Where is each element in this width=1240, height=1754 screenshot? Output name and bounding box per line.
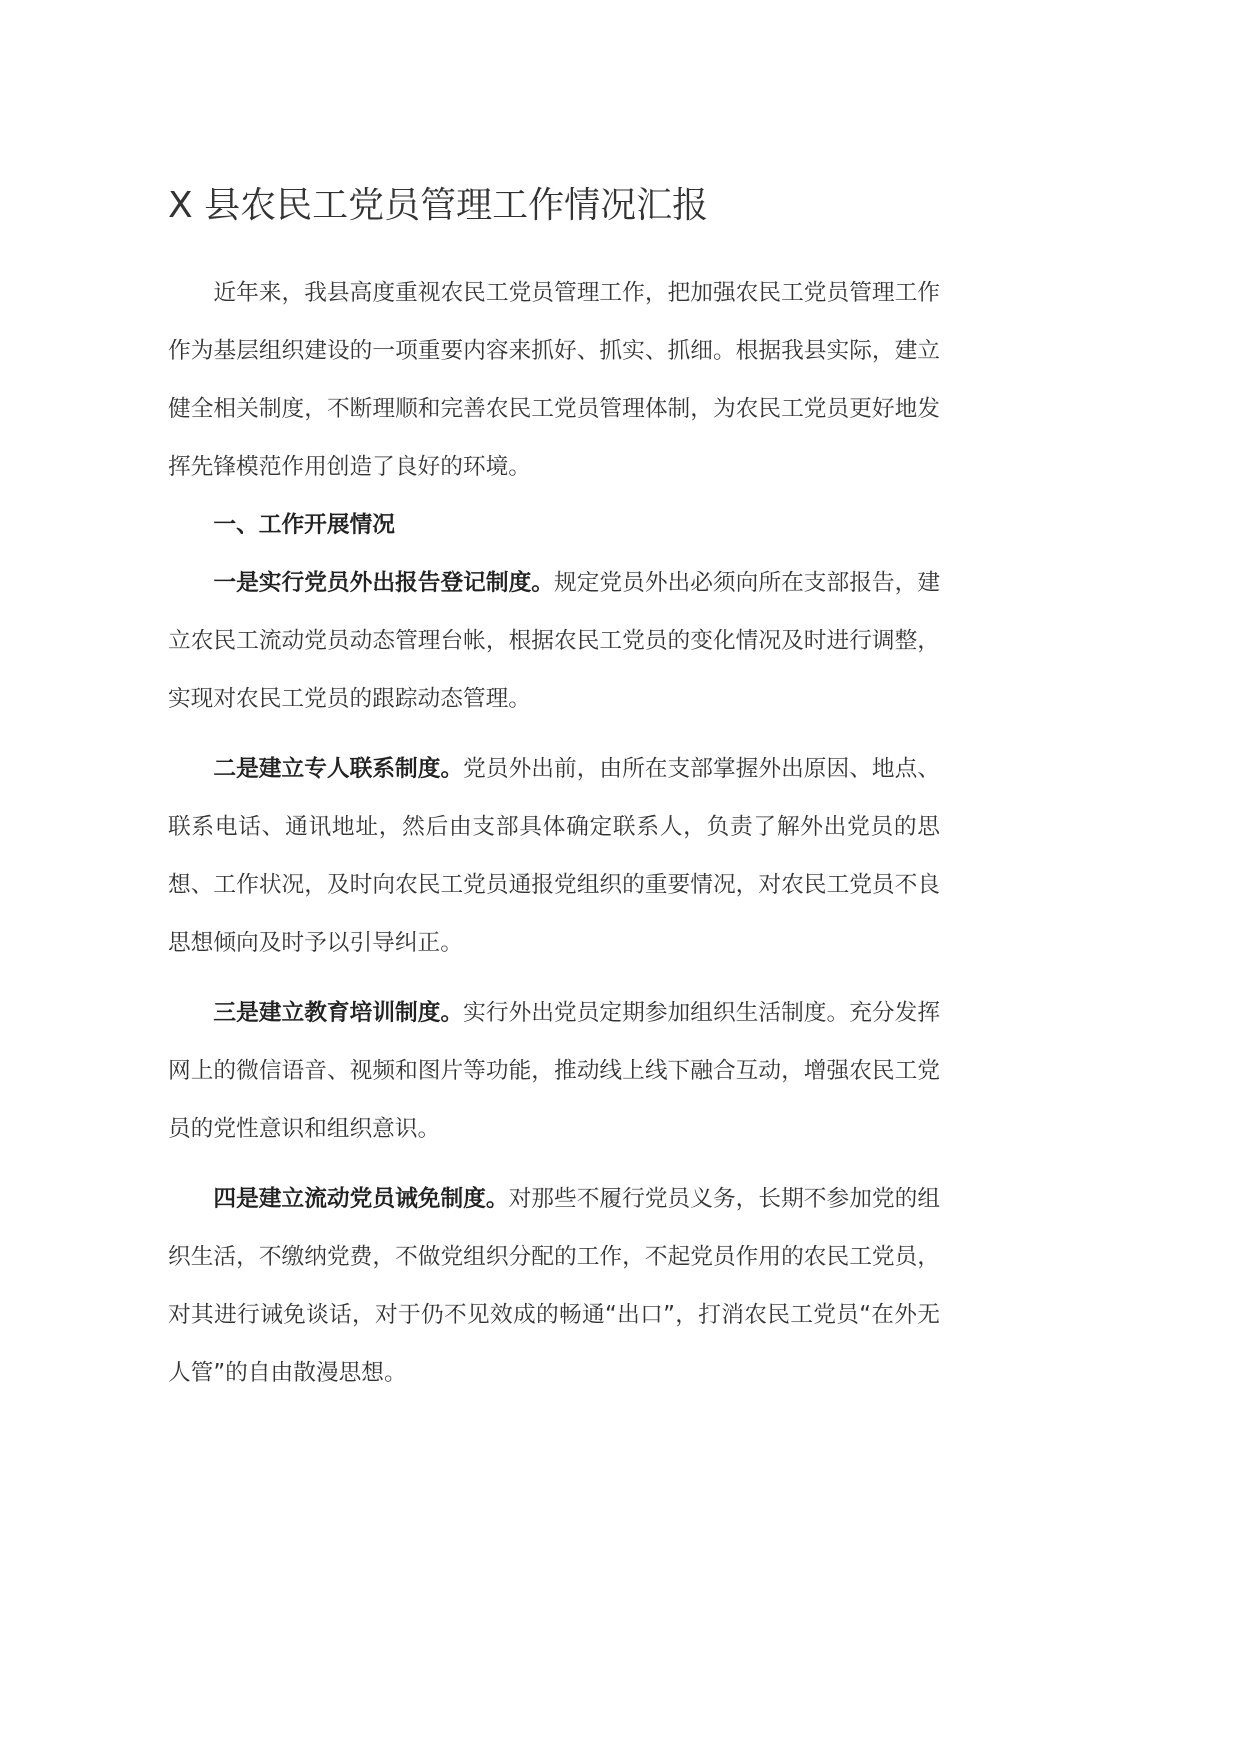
- item-paragraph-3: [168, 984, 940, 1158]
- item-text: 实行外出党员定期参加组织生活制度。充分发挥网上的微信语音、视频和图片等功能，推动线上线下融合互动，增强农民工党员的党性意识和组织意识。: [168, 1000, 941, 1142]
- item-lead: 二是建立专人联系制度。: [213, 756, 464, 782]
- item-text: 规定党员外出必须向所在支部报告，建立农民工流动党员动态管理台帐，根据农民工党员的变化情况及时进行调整，实现对农民工党员的跟踪动态管理。: [168, 570, 941, 712]
- document-title: X 县农民工党员管理工作情况汇报: [168, 185, 709, 226]
- item-lead: 三是建立教育培训制度。: [213, 1000, 464, 1026]
- item-text: 党员外出前，由所在支部掌握外出原因、地点、联系电话、通讯地址，然后由支部具体确定联系人，负责了解外出党员的思想、工作状况，及时向农民工党员通报党组织的重要情况，对农民工党员不良思想倾向及时予以引导纠正。: [168, 756, 941, 956]
- intro-paragraph: 近年来，我县高度重视农民工党员管理工作，把加强农民工党员管理工作作为基层组织建设的一项重要内容来抓好、抓实、抓细。根据我县实际，建立健全相关制度，不断理顺和完善农民工党员管理体制，为农民工党员更好地发挥先锋模范作用创造了良好的环境。: [168, 280, 940, 480]
- item-lead: 四是建立流动党员诫免制度。: [213, 1186, 509, 1212]
- section-heading-text: 一、工作开展情况: [213, 512, 395, 538]
- item-paragraph-4: [168, 1170, 940, 1402]
- section-heading: [168, 496, 940, 554]
- item-lead: 一是实行党员外出报告登记制度。: [213, 570, 554, 596]
- item-paragraph-1: [168, 554, 940, 728]
- item-text: 对那些不履行党员义务，长期不参加党的组织生活，不缴纳党费，不做党组织分配的工作，不起党员作用的农民工党员，对其进行诫免谈话，对于仍不见效成的畅通“出口”，打消农民工党员“在外无人管”的自由散漫思想。: [168, 1186, 941, 1386]
- item-paragraph-2: [168, 740, 940, 972]
- document-body: [168, 178, 940, 1402]
